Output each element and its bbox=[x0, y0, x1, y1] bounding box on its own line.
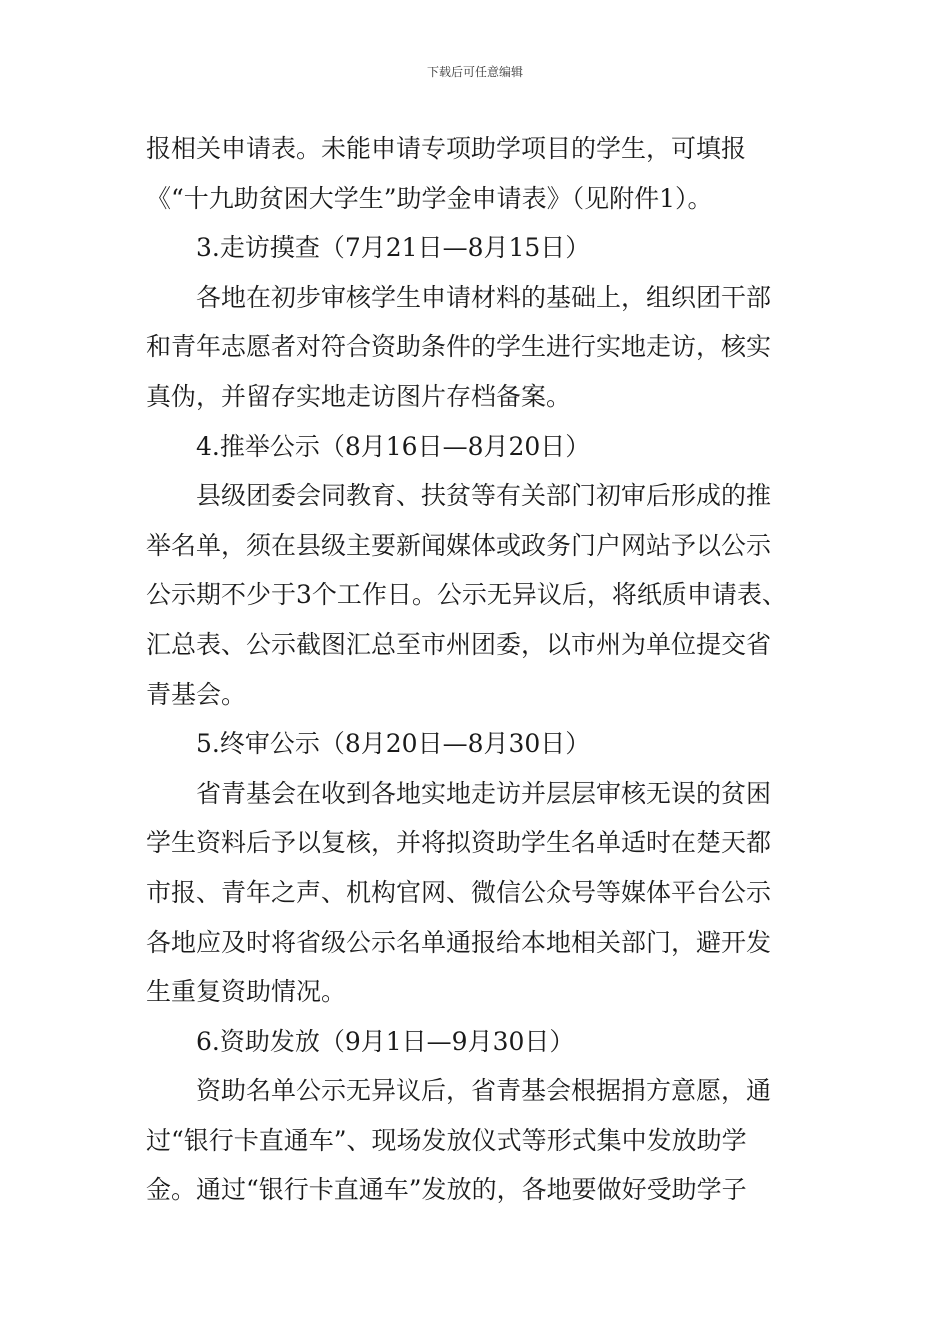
section-heading: 6.资助发放（9月1日—9月30日） bbox=[196, 1026, 575, 1056]
document-body bbox=[146, 124, 810, 1215]
text-line: 各地在初步审核学生申请材料的基础上，组织团干部 bbox=[196, 282, 772, 312]
text-line: 报相关申请表。未能申请专项助学项目的学生，可填报 bbox=[146, 134, 747, 163]
text-line: 资助名单公示无异议后，省青基会根据捐方意愿，通 bbox=[196, 1076, 772, 1106]
section-heading: 4.推举公示（8月16日—8月20日） bbox=[196, 431, 591, 461]
section-heading: 5.终审公示（8月20日—8月30日） bbox=[196, 729, 591, 759]
section-heading: 3.走访摸查（7月21日—8月15日） bbox=[196, 233, 591, 263]
text-line: 公示期不少于3个工作日。公示无异议后，将纸质申请表、 bbox=[146, 580, 787, 610]
text-line: 各地应及时将省级公示名单通报给本地相关部门，避开发 bbox=[146, 927, 772, 957]
text-line: 过“银行卡直通车”、现场发放仪式等形式集中发放助学 bbox=[146, 1125, 747, 1155]
text-line: 市报、青年之声、机构官网、微信公众号等媒体平台公示 bbox=[146, 877, 772, 907]
text-line: 青基会。 bbox=[146, 679, 247, 709]
text-line: 和青年志愿者对符合资助条件的学生进行实地走访，核实 bbox=[146, 332, 772, 362]
text-line: 县级团委会同教育、扶贫等有关部门初审后形成的推 bbox=[196, 481, 772, 511]
text-line: 学生资料后予以复核，并将拟资助学生名单适时在楚天都 bbox=[146, 828, 772, 858]
text-line: 生重复资助情况。 bbox=[146, 977, 347, 1007]
text-line: 汇总表、公示截图汇总至市州团委，以市州为单位提交省 bbox=[146, 629, 772, 659]
text-line: 省青基会在收到各地实地走访并层层审核无误的贫困 bbox=[196, 778, 772, 808]
text-line: 金。通过“银行卡直通车”发放的，各地要做好受助学子 bbox=[146, 1175, 747, 1205]
page-header: 下载后可任意编辑 bbox=[426, 65, 523, 79]
text-line: 《“十九助贫困大学生”助学金申请表》（见附件1）。 bbox=[146, 183, 713, 213]
text-line: 真伪，并留存实地走访图片存档备案。 bbox=[146, 381, 572, 411]
text-line: 举名单，须在县级主要新闻媒体或政务门户网站予以公示 bbox=[146, 530, 772, 560]
